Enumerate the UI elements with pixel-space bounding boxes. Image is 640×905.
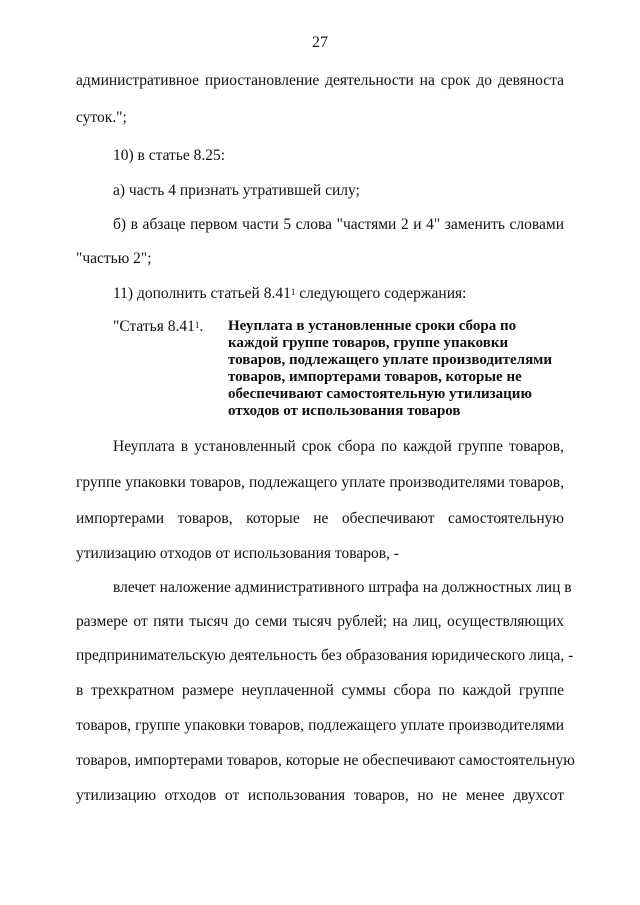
article-label: [113, 317, 203, 337]
body-line: в трехкратном размере неуплаченной суммы сбора по каждой группе: [76, 682, 564, 699]
article-heading-line: Неуплата в установленные сроки сбора по: [228, 318, 517, 334]
article-heading-line: каждой группе товаров, группе упаковки: [228, 335, 509, 351]
article-label-dot: .: [199, 318, 204, 335]
page-number: 27: [312, 34, 328, 51]
body-line: предпринимательскую деятельность без образования юридического лица, -: [76, 647, 574, 664]
body-line: утилизацию отходов от использования товаров, но не менее двухсот: [76, 787, 564, 804]
article-label-text: "Статья 8.41: [113, 318, 195, 335]
paragraph-line: административное приостановление деятельности на срок до девяноста: [76, 72, 564, 89]
list-item-b: б) в абзаце первом части 5 слова "частями 2 и 4" заменить словами: [113, 216, 564, 233]
body-line: влечет наложение административного штрафа на должностных лиц в: [113, 579, 572, 596]
list-item-10: 10) в статье 8.25:: [113, 147, 226, 164]
list-item-a: а) часть 4 признать утратившей силу;: [113, 182, 360, 199]
article-heading-line: отходов от использования товаров: [228, 403, 461, 419]
paragraph-line: суток.";: [76, 109, 127, 126]
list-item-11: [113, 284, 466, 304]
list-item-11-text: 11) дополнить статьей 8.41: [113, 285, 291, 302]
body-line: утилизацию отходов от использования товаров, -: [76, 545, 399, 562]
list-item-11-text-end: следующего содержания:: [295, 285, 467, 302]
body-line: товаров, группе упаковки товаров, подлежащего уплате производителями: [76, 717, 564, 734]
article-heading-line: товаров, подлежащего уплате производителями: [228, 352, 553, 368]
body-line: группе упаковки товаров, подлежащего уплате производителями товаров,: [76, 474, 564, 491]
body-line: Неуплата в установленный срок сбора по каждой группе товаров,: [113, 438, 564, 455]
article-heading-line: товаров, импортерами товаров, которые не: [228, 369, 522, 385]
list-item-b-cont: "частью 2";: [76, 250, 152, 267]
body-line: импортерами товаров, которые не обеспечивают самостоятельную: [76, 510, 564, 527]
superscript: 1: [194, 320, 200, 330]
body-line: размере от пяти тысяч до семи тысяч рублей; на лиц, осуществляющих: [76, 613, 564, 630]
superscript: 1: [290, 287, 296, 297]
body-line: товаров, импортерами товаров, которые не обеспечивают самостоятельную: [76, 752, 575, 769]
article-heading-line: обеспечивают самостоятельную утилизацию: [228, 386, 532, 402]
